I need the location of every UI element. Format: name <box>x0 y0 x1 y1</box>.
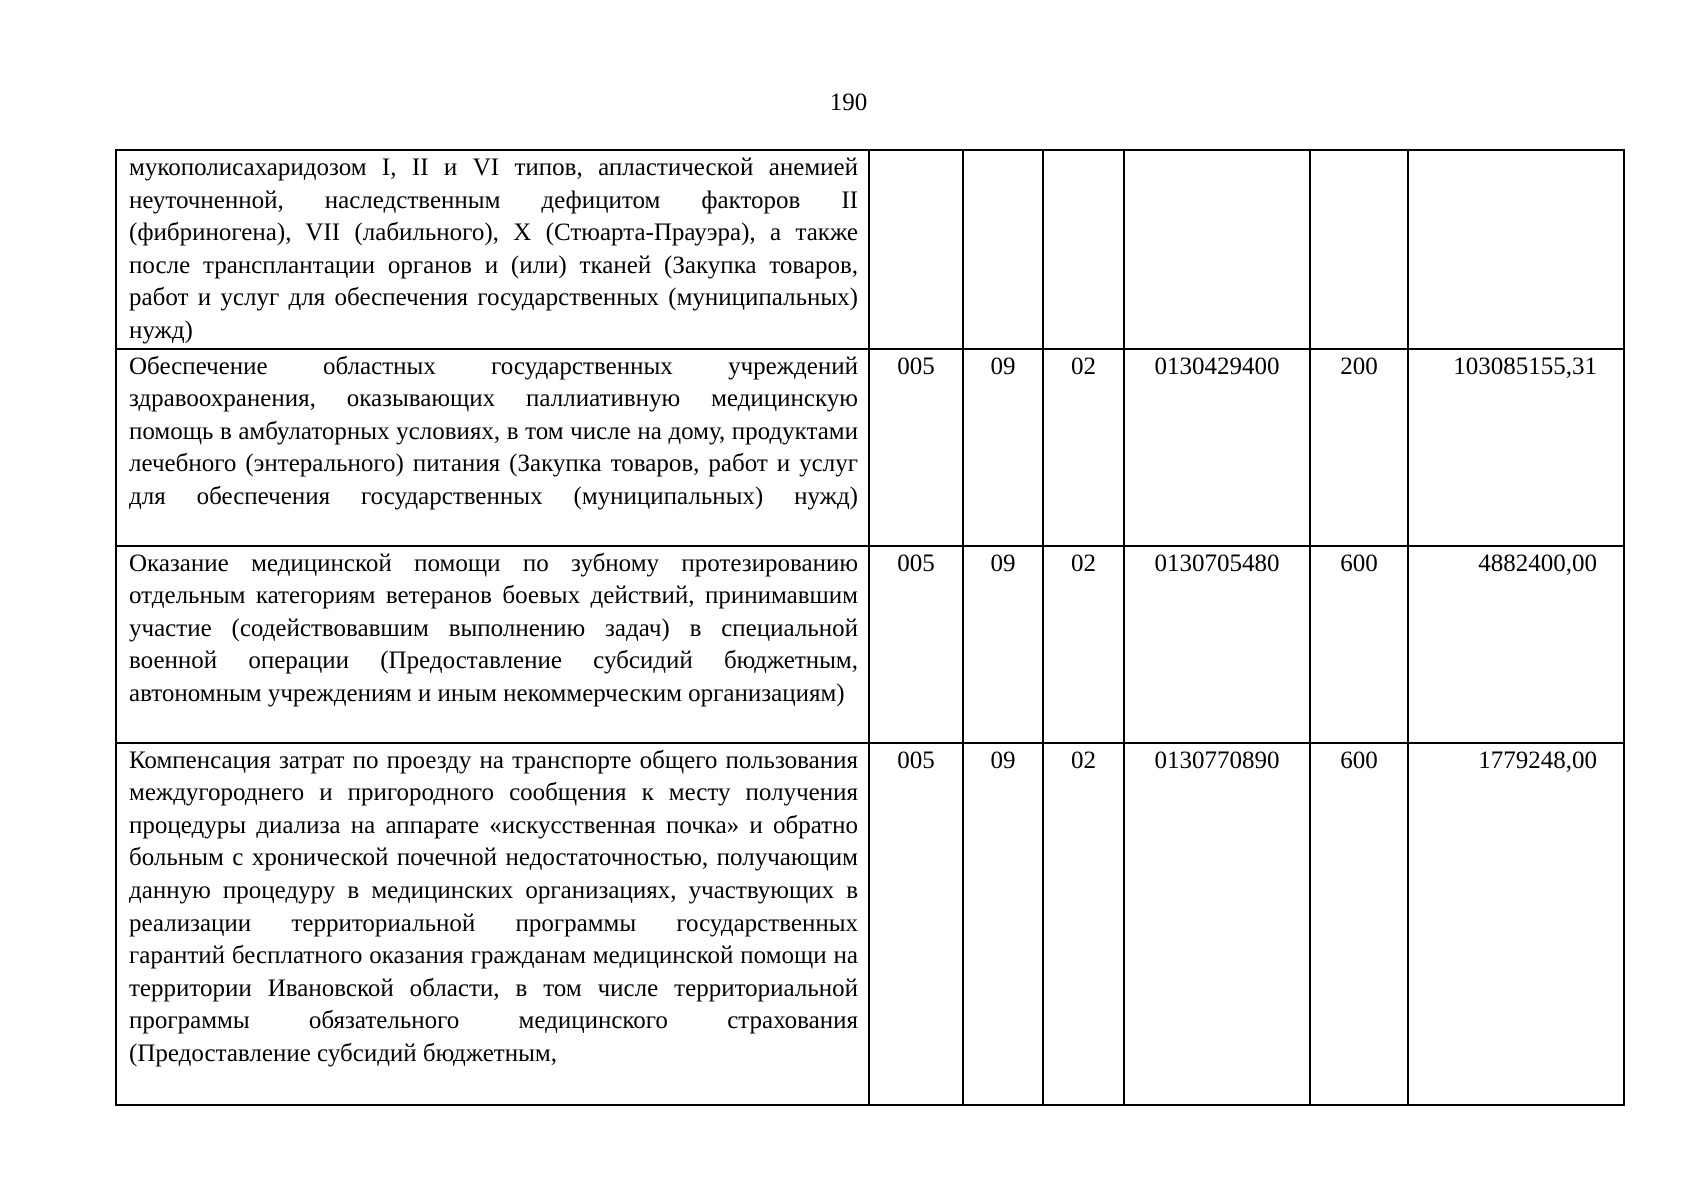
section-code-cell: 09 <box>963 743 1043 1105</box>
row-description: Оказание медицинской помощи по зубному протезированию отдельным категориям ветеранов боевых действий, принимавшим участие (содействовавшим выполнению задач) в специальной военной операции (Предоставление субсидий бюджетным, автономным учреждениям и иным некоммерческим организациям) <box>116 546 869 743</box>
table-row <box>116 546 1624 743</box>
expense-type-cell <box>1310 150 1408 349</box>
expense-type-cell: 600 <box>1310 743 1408 1105</box>
section-code-cell: 09 <box>963 546 1043 743</box>
target-article-cell: 0130770890 <box>1124 743 1310 1105</box>
subsection-code-cell: 02 <box>1043 743 1124 1105</box>
row-description: мукополисахаридозом I, II и VI типов, апластической анемией неуточненной, наследственным дефицитом факторов II (фибриногена), VII (лабильного), X (Стюарта-Прауэра), а также после трансплантации органов и (или) тканей (Закупка товаров, работ и услуг для обеспечения государственных (муниципальных) нужд) <box>116 150 869 349</box>
budget-table <box>115 149 1625 1106</box>
table-row <box>116 150 1624 349</box>
target-article-cell: 0130429400 <box>1124 349 1310 546</box>
expense-type-cell: 200 <box>1310 349 1408 546</box>
ministry-code-cell: 005 <box>869 743 963 1105</box>
ministry-code-cell: 005 <box>869 546 963 743</box>
section-code-cell: 09 <box>963 349 1043 546</box>
ministry-code-cell <box>869 150 963 349</box>
amount-cell <box>1408 150 1624 349</box>
amount-cell: 4882400,00 <box>1408 546 1624 743</box>
page-number: 190 <box>829 89 868 116</box>
subsection-code-cell: 02 <box>1043 546 1124 743</box>
expense-type-cell: 600 <box>1310 546 1408 743</box>
ministry-code-cell: 005 <box>869 349 963 546</box>
section-code-cell <box>963 150 1043 349</box>
subsection-code-cell <box>1043 150 1124 349</box>
row-description: Компенсация затрат по проезду на транспорте общего пользования междугороднего и пригородного сообщения к месту получения процедуры диализа на аппарате «искусственная почка» и обратно больным с хронической почечной недостаточностью, получающим данную процедуру в медицинских организациях, участвующих в реализации территориальной программы государственных гарантий бесплатного оказания гражданам медицинской помощи на территории Ивановской области, в том числе территориальной программы обязательного медицинского страхования (Предоставление субсидий бюджетным, <box>116 743 869 1105</box>
table-row <box>116 743 1624 1105</box>
row-description: Обеспечение областных государственных учреждений здравоохранения, оказывающих паллиативную медицинскую помощь в амбулаторных условиях, в том числе на дому, продуктами лечебного (энтерального) питания (Закупка товаров, работ и услуг для обеспечения государственных (муниципальных) нужд) <box>116 349 869 546</box>
table-row <box>116 349 1624 546</box>
target-article-cell <box>1124 150 1310 349</box>
subsection-code-cell: 02 <box>1043 349 1124 546</box>
target-article-cell: 0130705480 <box>1124 546 1310 743</box>
amount-cell: 103085155,31 <box>1408 349 1624 546</box>
amount-cell: 1779248,00 <box>1408 743 1624 1105</box>
